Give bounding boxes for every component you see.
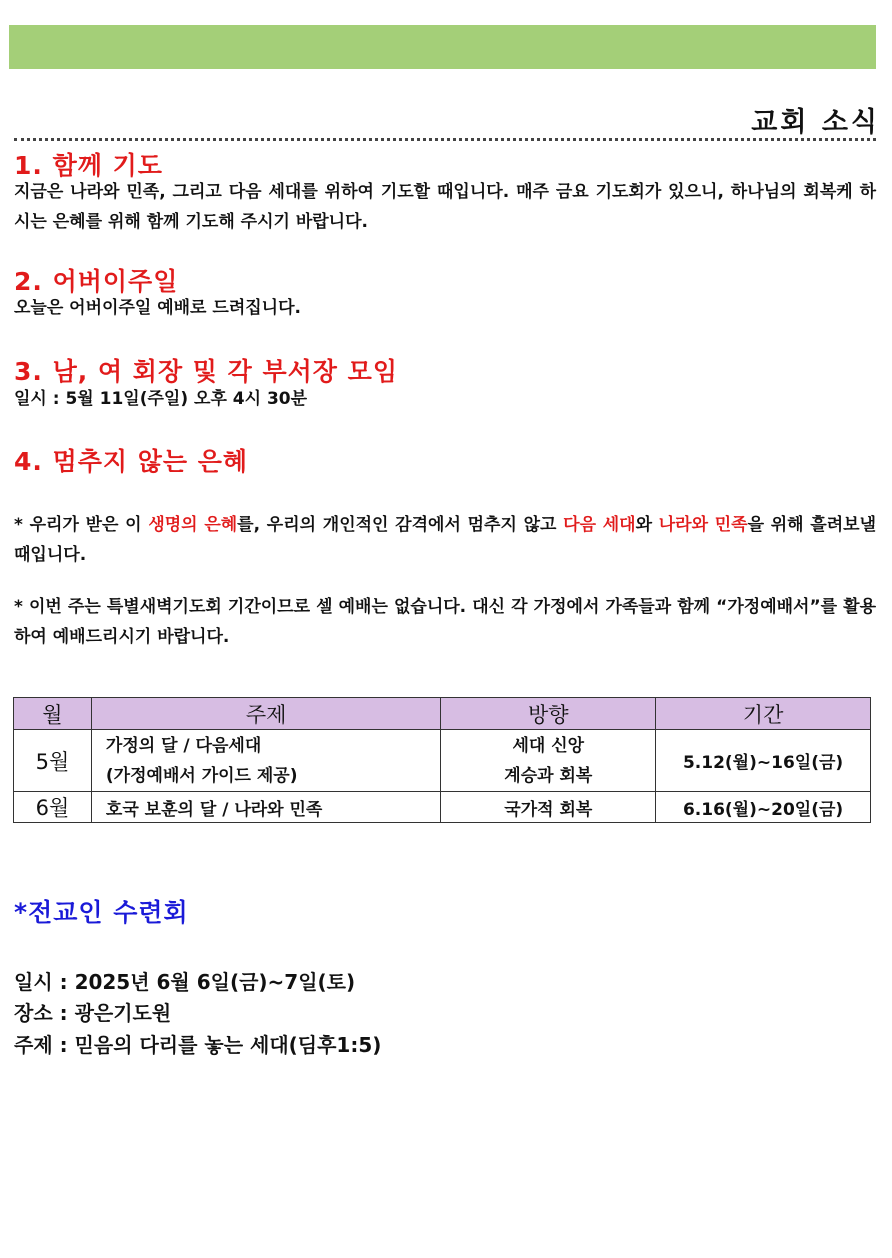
header-month: 월: [14, 698, 92, 730]
row-subject-line-1: 가정의 달 / 다음세대: [105, 735, 262, 756]
p1-highlight-nation: 나라와 민족: [658, 515, 748, 535]
section-3-heading: 3. 남, 여 회장 및 각 부서장 모임: [14, 357, 398, 386]
schedule-table: [13, 697, 871, 823]
row-month: 6월: [14, 792, 92, 823]
header-bar: [9, 25, 876, 69]
dotted-divider: [14, 138, 876, 141]
row-subject: [91, 730, 441, 792]
p1-part-c: 를, 우리의 개인적인 감격에서 멈추지 않고: [237, 515, 564, 535]
table-row: [14, 730, 871, 792]
page-title: 교회 소식: [751, 107, 880, 138]
retreat-date: 일시 : 2025년 6월 6일(금)~7일(토): [14, 970, 356, 994]
p1-highlight-grace: 생명의 은혜: [148, 515, 238, 535]
retreat-theme: 주제 : 믿음의 다리를 놓는 세대(딤후1:5): [14, 1033, 382, 1057]
row-subject-line-2: (가정예배서 가이드 제공): [105, 765, 298, 786]
section-4-paragraph-2: * 이번 주는 특별새벽기도회 기간이므로 셀 예배는 없습니다. 대신 각 가정에서 가족들과 함께 “가정예배서”를 활용하여 예배드리시기 바랍니다.: [14, 597, 876, 647]
section-4-paragraph-1: [14, 510, 876, 570]
header-period: 기간: [656, 698, 871, 730]
p1-part-a: * 우리가 받은 이: [14, 515, 149, 535]
section-2-heading: 2. 어버이주일: [14, 267, 179, 296]
row-direction-line-1: 세대 신앙: [512, 735, 585, 756]
row-period: 5.12(월)~16일(금): [656, 730, 871, 792]
table-row: [14, 792, 871, 823]
header-direction: 방향: [441, 698, 656, 730]
row-direction: [441, 730, 656, 792]
retreat-place: 장소 : 광은기도원: [14, 1001, 172, 1025]
p1-part-g: 을 위해 흘려보낼 때입니다.: [14, 515, 876, 565]
row-subject: 호국 보훈의 달 / 나라와 민족: [91, 792, 441, 823]
section-1-text: 지금은 나라와 민족, 그리고 다음 세대를 위하여 기도할 때입니다. 매주 금요 기도회가 있으니, 하나님의 회복케 하시는 은혜를 위해 함께 기도해 주시기 바랍니다.: [14, 182, 876, 232]
p1-highlight-next-gen: 다음 세대: [563, 515, 636, 535]
header-subject: 주제: [91, 698, 441, 730]
section-2-text: 오늘은 어버이주일 예배로 드려집니다.: [14, 298, 301, 318]
section-3-text: 일시 : 5월 11일(주일) 오후 4시 30분: [14, 389, 308, 409]
section-1-heading: 1. 함께 기도: [14, 151, 163, 180]
row-direction-line-2: 계승과 회복: [504, 765, 593, 786]
row-direction: 국가적 회복: [441, 792, 656, 823]
p1-part-e: 와: [635, 515, 659, 535]
row-period: 6.16(월)~20일(금): [656, 792, 871, 823]
section-4-heading: 4. 멈추지 않는 은혜: [14, 447, 249, 476]
table-header-row: [14, 698, 871, 730]
row-month: 5월: [14, 730, 92, 792]
retreat-heading: *전교인 수련회: [14, 898, 189, 927]
